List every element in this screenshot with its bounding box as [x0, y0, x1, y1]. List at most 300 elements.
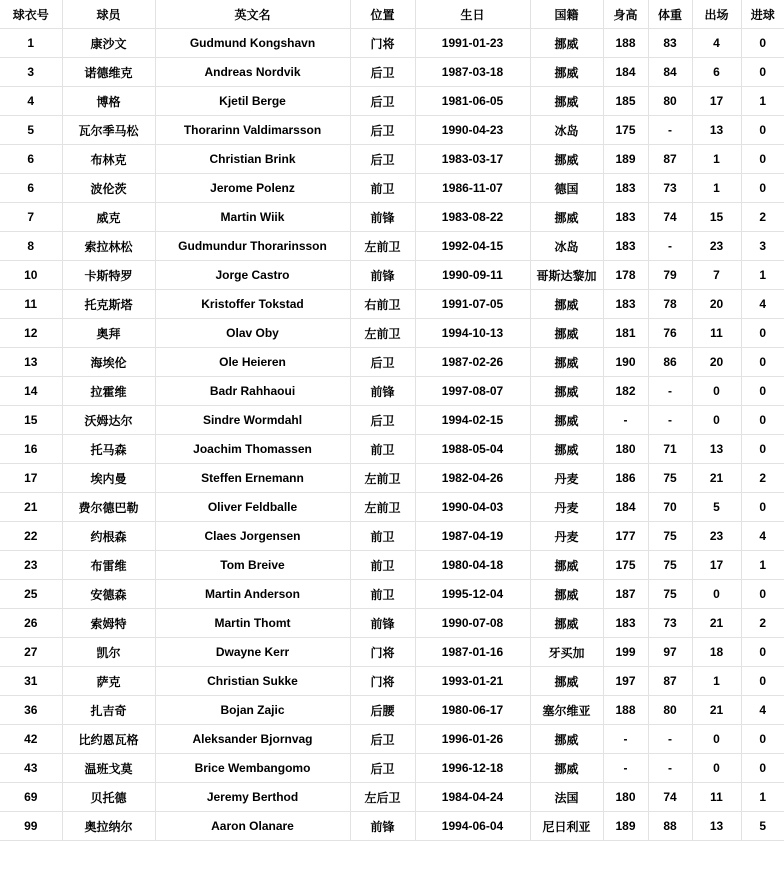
cell-player_name_cn: 凯尔 — [62, 638, 155, 667]
cell-jersey_number: 4 — [0, 87, 62, 116]
cell-height: 175 — [603, 551, 648, 580]
cell-position: 门将 — [350, 638, 415, 667]
cell-appearances: 0 — [692, 377, 741, 406]
cell-position: 前卫 — [350, 174, 415, 203]
cell-player_name_cn: 布雷维 — [62, 551, 155, 580]
cell-position: 后卫 — [350, 406, 415, 435]
cell-goals: 0 — [741, 493, 784, 522]
cell-appearances: 4 — [692, 29, 741, 58]
cell-appearances: 20 — [692, 348, 741, 377]
cell-nationality: 丹麦 — [530, 522, 603, 551]
cell-appearances: 13 — [692, 812, 741, 841]
cell-nationality: 挪威 — [530, 754, 603, 783]
table-row — [0, 638, 784, 667]
cell-position: 门将 — [350, 29, 415, 58]
cell-jersey_number: 1 — [0, 29, 62, 58]
cell-nationality: 挪威 — [530, 551, 603, 580]
cell-position: 后卫 — [350, 58, 415, 87]
column-header-goals: 进球 — [741, 0, 784, 29]
cell-goals: 0 — [741, 348, 784, 377]
table-row — [0, 551, 784, 580]
cell-height: - — [603, 754, 648, 783]
cell-position: 前卫 — [350, 522, 415, 551]
cell-appearances: 21 — [692, 464, 741, 493]
table-row — [0, 87, 784, 116]
cell-nationality: 丹麦 — [530, 464, 603, 493]
cell-weight: 83 — [648, 29, 692, 58]
cell-player_name_cn: 波伦茨 — [62, 174, 155, 203]
cell-jersey_number: 26 — [0, 609, 62, 638]
cell-player_name_cn: 博格 — [62, 87, 155, 116]
cell-player_name_en: Gudmundur Thorarinsson — [155, 232, 350, 261]
cell-appearances: 0 — [692, 580, 741, 609]
cell-weight: - — [648, 406, 692, 435]
cell-goals: 1 — [741, 783, 784, 812]
cell-position: 左前卫 — [350, 232, 415, 261]
cell-player_name_en: Christian Brink — [155, 145, 350, 174]
cell-nationality: 挪威 — [530, 319, 603, 348]
cell-appearances: 6 — [692, 58, 741, 87]
cell-jersey_number: 21 — [0, 493, 62, 522]
cell-position: 后卫 — [350, 754, 415, 783]
table-row — [0, 58, 784, 87]
cell-player_name_en: Sindre Wormdahl — [155, 406, 350, 435]
cell-appearances: 13 — [692, 116, 741, 145]
cell-jersey_number: 16 — [0, 435, 62, 464]
cell-player_name_en: Steffen Ernemann — [155, 464, 350, 493]
cell-position: 前锋 — [350, 203, 415, 232]
cell-nationality: 冰岛 — [530, 116, 603, 145]
cell-nationality: 挪威 — [530, 290, 603, 319]
cell-weight: 87 — [648, 667, 692, 696]
cell-appearances: 0 — [692, 406, 741, 435]
cell-player_name_cn: 索拉林松 — [62, 232, 155, 261]
cell-player_name_cn: 萨克 — [62, 667, 155, 696]
column-header-appearances: 出场 — [692, 0, 741, 29]
cell-birthday: 1990-04-23 — [415, 116, 530, 145]
cell-appearances: 1 — [692, 145, 741, 174]
table-row — [0, 261, 784, 290]
cell-goals: 0 — [741, 406, 784, 435]
cell-appearances: 7 — [692, 261, 741, 290]
cell-player_name_cn: 约根森 — [62, 522, 155, 551]
cell-position: 门将 — [350, 667, 415, 696]
table-row — [0, 812, 784, 841]
cell-player_name_en: Aleksander Bjornvag — [155, 725, 350, 754]
cell-weight: - — [648, 232, 692, 261]
cell-goals: 1 — [741, 261, 784, 290]
cell-jersey_number: 6 — [0, 174, 62, 203]
table-row — [0, 725, 784, 754]
cell-height: 180 — [603, 783, 648, 812]
cell-nationality: 挪威 — [530, 58, 603, 87]
cell-nationality: 尼日利亚 — [530, 812, 603, 841]
cell-birthday: 1992-04-15 — [415, 232, 530, 261]
cell-height: - — [603, 406, 648, 435]
cell-player_name_cn: 布林克 — [62, 145, 155, 174]
cell-goals: 0 — [741, 174, 784, 203]
cell-jersey_number: 7 — [0, 203, 62, 232]
table-row — [0, 696, 784, 725]
cell-player_name_cn: 托马森 — [62, 435, 155, 464]
cell-position: 左后卫 — [350, 783, 415, 812]
table-row — [0, 174, 784, 203]
column-header-player_name_en: 英文名 — [155, 0, 350, 29]
cell-height: 187 — [603, 580, 648, 609]
cell-appearances: 0 — [692, 754, 741, 783]
cell-height: 181 — [603, 319, 648, 348]
cell-goals: 5 — [741, 812, 784, 841]
cell-jersey_number: 42 — [0, 725, 62, 754]
cell-appearances: 17 — [692, 551, 741, 580]
cell-player_name_en: Badr Rahhaoui — [155, 377, 350, 406]
cell-position: 左前卫 — [350, 319, 415, 348]
cell-goals: 4 — [741, 522, 784, 551]
cell-player_name_cn: 费尔德巴勒 — [62, 493, 155, 522]
cell-goals: 2 — [741, 464, 784, 493]
cell-birthday: 1990-04-03 — [415, 493, 530, 522]
cell-appearances: 23 — [692, 232, 741, 261]
cell-weight: 73 — [648, 609, 692, 638]
cell-position: 后卫 — [350, 116, 415, 145]
cell-player_name_en: Dwayne Kerr — [155, 638, 350, 667]
column-header-position: 位置 — [350, 0, 415, 29]
cell-height: 199 — [603, 638, 648, 667]
cell-weight: - — [648, 725, 692, 754]
cell-position: 前卫 — [350, 435, 415, 464]
column-header-birthday: 生日 — [415, 0, 530, 29]
cell-nationality: 挪威 — [530, 435, 603, 464]
cell-height: 188 — [603, 29, 648, 58]
cell-player_name_cn: 卡斯特罗 — [62, 261, 155, 290]
cell-height: 190 — [603, 348, 648, 377]
table-row — [0, 29, 784, 58]
cell-nationality: 挪威 — [530, 203, 603, 232]
cell-player_name_en: Aaron Olanare — [155, 812, 350, 841]
cell-player_name_en: Thorarinn Valdimarsson — [155, 116, 350, 145]
cell-height: 185 — [603, 87, 648, 116]
cell-player_name_cn: 海埃伦 — [62, 348, 155, 377]
cell-jersey_number: 25 — [0, 580, 62, 609]
cell-player_name_cn: 沃姆达尔 — [62, 406, 155, 435]
cell-player_name_en: Jorge Castro — [155, 261, 350, 290]
table-row — [0, 464, 784, 493]
cell-player_name_cn: 温班戈莫 — [62, 754, 155, 783]
cell-weight: 80 — [648, 87, 692, 116]
cell-weight: 84 — [648, 58, 692, 87]
cell-jersey_number: 12 — [0, 319, 62, 348]
cell-appearances: 5 — [692, 493, 741, 522]
cell-appearances: 21 — [692, 609, 741, 638]
cell-weight: 74 — [648, 203, 692, 232]
cell-weight: 74 — [648, 783, 692, 812]
cell-goals: 2 — [741, 609, 784, 638]
cell-weight: - — [648, 116, 692, 145]
cell-player_name_cn: 瓦尔季马松 — [62, 116, 155, 145]
table-row — [0, 348, 784, 377]
cell-player_name_en: Tom Breive — [155, 551, 350, 580]
cell-nationality: 德国 — [530, 174, 603, 203]
cell-nationality: 挪威 — [530, 667, 603, 696]
cell-goals: 0 — [741, 725, 784, 754]
cell-weight: 71 — [648, 435, 692, 464]
cell-nationality: 挪威 — [530, 145, 603, 174]
cell-position: 左前卫 — [350, 464, 415, 493]
column-header-weight: 体重 — [648, 0, 692, 29]
cell-birthday: 1984-04-24 — [415, 783, 530, 812]
cell-weight: 76 — [648, 319, 692, 348]
cell-player_name_cn: 索姆特 — [62, 609, 155, 638]
cell-player_name_cn: 奥拉纳尔 — [62, 812, 155, 841]
cell-birthday: 1996-01-26 — [415, 725, 530, 754]
cell-height: 183 — [603, 290, 648, 319]
cell-nationality: 挪威 — [530, 348, 603, 377]
cell-appearances: 13 — [692, 435, 741, 464]
cell-appearances: 23 — [692, 522, 741, 551]
cell-player_name_en: Martin Wiik — [155, 203, 350, 232]
cell-position: 前锋 — [350, 377, 415, 406]
cell-nationality: 牙买加 — [530, 638, 603, 667]
cell-appearances: 20 — [692, 290, 741, 319]
cell-player_name_cn: 贝托德 — [62, 783, 155, 812]
cell-player_name_en: Bojan Zajic — [155, 696, 350, 725]
cell-nationality: 挪威 — [530, 87, 603, 116]
cell-birthday: 1987-04-19 — [415, 522, 530, 551]
cell-goals: 3 — [741, 232, 784, 261]
cell-player_name_cn: 奥拜 — [62, 319, 155, 348]
cell-jersey_number: 69 — [0, 783, 62, 812]
cell-birthday: 1994-06-04 — [415, 812, 530, 841]
cell-weight: 73 — [648, 174, 692, 203]
cell-player_name_cn: 康沙文 — [62, 29, 155, 58]
cell-birthday: 1987-02-26 — [415, 348, 530, 377]
cell-goals: 0 — [741, 116, 784, 145]
cell-birthday: 1987-03-18 — [415, 58, 530, 87]
cell-birthday: 1994-02-15 — [415, 406, 530, 435]
cell-jersey_number: 17 — [0, 464, 62, 493]
cell-weight: 70 — [648, 493, 692, 522]
cell-height: 182 — [603, 377, 648, 406]
cell-appearances: 17 — [692, 87, 741, 116]
cell-position: 前锋 — [350, 261, 415, 290]
cell-goals: 0 — [741, 638, 784, 667]
table-row — [0, 783, 784, 812]
table-row — [0, 522, 784, 551]
cell-birthday: 1997-08-07 — [415, 377, 530, 406]
cell-position: 前锋 — [350, 812, 415, 841]
cell-birthday: 1993-01-21 — [415, 667, 530, 696]
cell-nationality: 丹麦 — [530, 493, 603, 522]
column-header-nationality: 国籍 — [530, 0, 603, 29]
cell-jersey_number: 23 — [0, 551, 62, 580]
cell-height: - — [603, 725, 648, 754]
table-row — [0, 609, 784, 638]
table-row — [0, 754, 784, 783]
cell-jersey_number: 3 — [0, 58, 62, 87]
cell-position: 后腰 — [350, 696, 415, 725]
cell-birthday: 1991-07-05 — [415, 290, 530, 319]
cell-position: 后卫 — [350, 348, 415, 377]
cell-height: 178 — [603, 261, 648, 290]
cell-height: 188 — [603, 696, 648, 725]
cell-jersey_number: 14 — [0, 377, 62, 406]
cell-birthday: 1980-04-18 — [415, 551, 530, 580]
cell-height: 184 — [603, 493, 648, 522]
cell-height: 186 — [603, 464, 648, 493]
column-header-jersey_number: 球衣号 — [0, 0, 62, 29]
cell-player_name_en: Joachim Thomassen — [155, 435, 350, 464]
cell-nationality: 挪威 — [530, 406, 603, 435]
table-row — [0, 116, 784, 145]
cell-goals: 0 — [741, 319, 784, 348]
cell-birthday: 1990-07-08 — [415, 609, 530, 638]
cell-player_name_cn: 拉霍维 — [62, 377, 155, 406]
cell-birthday: 1991-01-23 — [415, 29, 530, 58]
cell-jersey_number: 5 — [0, 116, 62, 145]
cell-weight: 79 — [648, 261, 692, 290]
table-row — [0, 667, 784, 696]
cell-player_name_cn: 托克斯塔 — [62, 290, 155, 319]
cell-height: 189 — [603, 812, 648, 841]
cell-player_name_en: Christian Sukke — [155, 667, 350, 696]
cell-birthday: 1996-12-18 — [415, 754, 530, 783]
cell-goals: 0 — [741, 145, 784, 174]
cell-birthday: 1990-09-11 — [415, 261, 530, 290]
cell-birthday: 1988-05-04 — [415, 435, 530, 464]
cell-jersey_number: 99 — [0, 812, 62, 841]
cell-weight: - — [648, 754, 692, 783]
cell-player_name_cn: 埃内曼 — [62, 464, 155, 493]
cell-height: 180 — [603, 435, 648, 464]
column-header-height: 身高 — [603, 0, 648, 29]
cell-height: 175 — [603, 116, 648, 145]
cell-player_name_cn: 扎吉奇 — [62, 696, 155, 725]
cell-nationality: 挪威 — [530, 29, 603, 58]
cell-birthday: 1982-04-26 — [415, 464, 530, 493]
cell-birthday: 1981-06-05 — [415, 87, 530, 116]
cell-appearances: 21 — [692, 696, 741, 725]
cell-birthday: 1983-03-17 — [415, 145, 530, 174]
cell-nationality: 挪威 — [530, 725, 603, 754]
cell-jersey_number: 36 — [0, 696, 62, 725]
cell-jersey_number: 11 — [0, 290, 62, 319]
header-row — [0, 0, 784, 29]
cell-birthday: 1983-08-22 — [415, 203, 530, 232]
cell-jersey_number: 31 — [0, 667, 62, 696]
cell-appearances: 11 — [692, 319, 741, 348]
table-row — [0, 435, 784, 464]
cell-nationality: 塞尔维亚 — [530, 696, 603, 725]
cell-player_name_cn: 诺德维克 — [62, 58, 155, 87]
cell-nationality: 冰岛 — [530, 232, 603, 261]
cell-player_name_en: Gudmund Kongshavn — [155, 29, 350, 58]
roster-table-header — [0, 0, 784, 29]
cell-jersey_number: 10 — [0, 261, 62, 290]
cell-player_name_en: Andreas Nordvik — [155, 58, 350, 87]
cell-weight: 86 — [648, 348, 692, 377]
cell-weight: 80 — [648, 696, 692, 725]
cell-weight: 75 — [648, 522, 692, 551]
cell-height: 183 — [603, 174, 648, 203]
cell-goals: 0 — [741, 580, 784, 609]
cell-nationality: 挪威 — [530, 377, 603, 406]
cell-position: 后卫 — [350, 87, 415, 116]
cell-nationality: 法国 — [530, 783, 603, 812]
cell-player_name_en: Martin Thomt — [155, 609, 350, 638]
cell-player_name_en: Martin Anderson — [155, 580, 350, 609]
cell-player_name_en: Claes Jorgensen — [155, 522, 350, 551]
cell-height: 189 — [603, 145, 648, 174]
cell-height: 183 — [603, 232, 648, 261]
cell-birthday: 1987-01-16 — [415, 638, 530, 667]
cell-weight: 78 — [648, 290, 692, 319]
cell-weight: 75 — [648, 551, 692, 580]
cell-height: 183 — [603, 203, 648, 232]
cell-goals: 0 — [741, 58, 784, 87]
cell-goals: 0 — [741, 435, 784, 464]
cell-player_name_en: Kjetil Berge — [155, 87, 350, 116]
cell-position: 右前卫 — [350, 290, 415, 319]
cell-height: 183 — [603, 609, 648, 638]
cell-goals: 4 — [741, 696, 784, 725]
cell-goals: 0 — [741, 377, 784, 406]
cell-player_name_cn: 安德森 — [62, 580, 155, 609]
table-row — [0, 319, 784, 348]
table-row — [0, 580, 784, 609]
cell-jersey_number: 43 — [0, 754, 62, 783]
cell-nationality: 挪威 — [530, 580, 603, 609]
cell-birthday: 1994-10-13 — [415, 319, 530, 348]
cell-jersey_number: 6 — [0, 145, 62, 174]
cell-weight: 87 — [648, 145, 692, 174]
cell-appearances: 11 — [692, 783, 741, 812]
cell-goals: 0 — [741, 754, 784, 783]
cell-appearances: 0 — [692, 725, 741, 754]
cell-player_name_cn: 比约恩瓦格 — [62, 725, 155, 754]
cell-goals: 1 — [741, 551, 784, 580]
table-row — [0, 203, 784, 232]
cell-birthday: 1995-12-04 — [415, 580, 530, 609]
cell-birthday: 1986-11-07 — [415, 174, 530, 203]
cell-goals: 0 — [741, 29, 784, 58]
cell-position: 前卫 — [350, 551, 415, 580]
cell-player_name_en: Kristoffer Tokstad — [155, 290, 350, 319]
cell-position: 后卫 — [350, 725, 415, 754]
cell-appearances: 15 — [692, 203, 741, 232]
cell-position: 前锋 — [350, 609, 415, 638]
cell-birthday: 1980-06-17 — [415, 696, 530, 725]
cell-appearances: 1 — [692, 667, 741, 696]
cell-player_name_cn: 威克 — [62, 203, 155, 232]
cell-player_name_en: Olav Oby — [155, 319, 350, 348]
cell-player_name_en: Oliver Feldballe — [155, 493, 350, 522]
cell-height: 197 — [603, 667, 648, 696]
cell-position: 后卫 — [350, 145, 415, 174]
cell-weight: 75 — [648, 580, 692, 609]
cell-height: 177 — [603, 522, 648, 551]
cell-weight: 88 — [648, 812, 692, 841]
table-row — [0, 377, 784, 406]
cell-jersey_number: 22 — [0, 522, 62, 551]
cell-player_name_en: Ole Heieren — [155, 348, 350, 377]
cell-height: 184 — [603, 58, 648, 87]
cell-goals: 4 — [741, 290, 784, 319]
cell-position: 左前卫 — [350, 493, 415, 522]
cell-nationality: 挪威 — [530, 609, 603, 638]
cell-weight: - — [648, 377, 692, 406]
cell-jersey_number: 13 — [0, 348, 62, 377]
cell-appearances: 1 — [692, 174, 741, 203]
